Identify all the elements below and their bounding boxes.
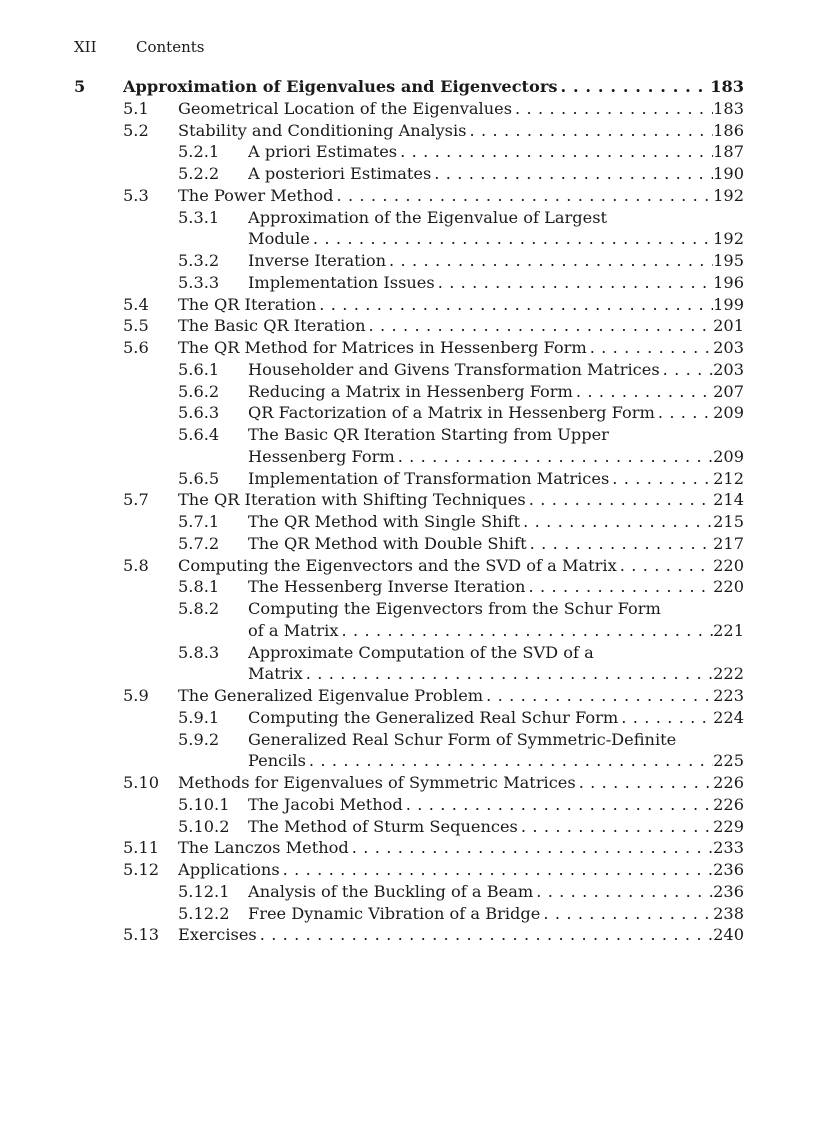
toc-entry[interactable] — [74, 816, 744, 838]
toc-entry-title: Generalized Real Schur Form of Symmetric-Definite — [248, 729, 677, 749]
toc-entry-number: 5.2 — [123, 120, 149, 140]
toc-entry-page: 192 — [713, 185, 744, 205]
toc-entry-page: 226 — [713, 773, 744, 792]
toc-entry-number: 5.7.2 — [178, 533, 220, 553]
toc-entry[interactable] — [74, 794, 744, 816]
toc-entry-line — [178, 315, 744, 337]
toc-entry-page: 215 — [713, 512, 744, 531]
header-page-number: XII — [74, 38, 97, 56]
toc-entry-title: The QR Method for Matrices in Hessenberg Form — [178, 338, 587, 357]
toc-entry[interactable] — [74, 424, 744, 446]
toc-entry-page: 217 — [713, 533, 744, 553]
toc-entry-line — [248, 816, 744, 838]
toc-entry-page: 236 — [713, 881, 744, 901]
toc-entry-title: The QR Iteration — [178, 294, 317, 314]
toc-entry-continuation[interactable] — [74, 228, 744, 250]
toc-entry-line — [178, 185, 744, 207]
toc-entry-page: 201 — [713, 316, 744, 336]
toc-entry-page: 229 — [713, 816, 744, 836]
toc-entry-page: 187 — [713, 142, 744, 162]
toc-entry-number: 5.12.1 — [178, 881, 230, 901]
toc-entry-line — [248, 642, 744, 664]
toc-entry-number: 5.10.1 — [178, 794, 230, 814]
toc-entry-page: 199 — [713, 294, 744, 314]
dot-leader — [526, 576, 714, 598]
toc-entry-line — [178, 337, 744, 359]
toc-entry-number: 5.8.3 — [178, 642, 220, 662]
toc-entry-line — [248, 576, 744, 598]
toc-entry-title: Approximation of Eigenvalues and Eigenvectors — [123, 77, 558, 96]
toc-entry-line — [178, 837, 744, 859]
toc-entry-line — [248, 620, 744, 642]
toc-entry-page: 223 — [713, 686, 744, 705]
toc-entry[interactable] — [74, 315, 744, 337]
toc-entry-title: Computing the Eigenvectors from the Schur Form — [248, 599, 661, 618]
toc-entry-title: Reducing a Matrix in Hessenberg Form — [248, 381, 573, 401]
toc-entry[interactable] — [74, 294, 744, 316]
toc-entry-page: 214 — [713, 490, 744, 510]
toc-entry-line — [178, 859, 744, 881]
toc-entry-line — [248, 381, 744, 403]
toc-entry-line — [248, 207, 744, 229]
toc-entry-line — [178, 294, 744, 316]
toc-entry-line — [248, 707, 744, 729]
toc-entry-title: A posteriori Estimates — [248, 164, 432, 183]
dot-leader — [576, 772, 713, 794]
toc-entry-title: Geometrical Location of the Eigenvalues — [178, 98, 513, 118]
toc-entry[interactable] — [74, 359, 744, 381]
toc-entry-number: 5.7.1 — [178, 512, 220, 531]
toc-entry-title: The Basic QR Iteration — [178, 316, 366, 336]
toc-entry-title: Approximate Computation of the SVD of a — [248, 642, 594, 662]
toc-entry[interactable] — [74, 598, 744, 620]
dot-leader — [316, 294, 713, 316]
toc-entry-title: The Basic QR Iteration Starting from Upper — [248, 425, 609, 444]
dot-leader — [526, 489, 713, 511]
toc-entry[interactable] — [74, 859, 744, 881]
toc-entry-line — [248, 794, 744, 816]
toc-entry-title-continued: of a Matrix — [248, 620, 339, 640]
toc-entry-title: Inverse Iteration — [248, 251, 387, 270]
toc-entry-number: 5.8.1 — [178, 577, 220, 597]
toc-entry[interactable] — [74, 772, 744, 794]
toc-entry-number: 5.12.2 — [178, 903, 230, 923]
toc-entry-line — [178, 120, 744, 142]
toc-entry-line — [248, 272, 744, 294]
toc-entry-page: 240 — [713, 925, 744, 945]
toc-entry-continuation[interactable] — [74, 446, 744, 468]
dot-leader — [397, 141, 713, 163]
toc-entry[interactable] — [74, 337, 744, 359]
toc-entry-title: The Generalized Eigenvalue Problem — [178, 686, 484, 705]
toc-entry-title: Free Dynamic Vibration of a Bridge — [248, 903, 541, 923]
toc-entry-title: Applications — [178, 860, 280, 879]
toc-entry-title: A priori Estimates — [248, 142, 398, 162]
toc-entry[interactable] — [74, 511, 744, 533]
toc-entry-line — [248, 141, 744, 163]
toc-entry-number: 5.6.3 — [178, 403, 220, 423]
dot-leader — [483, 685, 713, 707]
toc-entry-page: 209 — [713, 403, 744, 423]
toc-entry-number: 5.8 — [123, 555, 149, 575]
toc-entry-number: 5.2.1 — [178, 142, 220, 162]
toc-entry-line — [248, 250, 744, 272]
toc-entry[interactable] — [74, 468, 744, 490]
dot-leader — [609, 468, 713, 490]
toc-entry-title: QR Factorization of a Matrix in Hessenberg Form — [248, 403, 655, 423]
toc-entry-number: 5.5 — [123, 316, 149, 336]
toc-entry-title: Methods for Eigenvalues of Symmetric Matrices — [178, 773, 576, 792]
dot-leader — [395, 446, 713, 468]
toc-entry[interactable] — [74, 837, 744, 859]
toc-entry-page: 186 — [713, 120, 744, 140]
toc-entry-page: 220 — [713, 555, 744, 575]
toc-entry-page: 233 — [713, 838, 744, 858]
running-header — [74, 38, 204, 56]
toc-entry-title: Implementation Issues — [248, 272, 435, 292]
dot-leader — [520, 511, 713, 533]
toc-entry[interactable] — [74, 533, 744, 555]
toc-entry-page: 220 — [713, 577, 744, 597]
toc-entry-title: The Jacobi Method — [248, 794, 403, 814]
toc-entry-title: The Power Method — [178, 185, 334, 205]
toc-entry-title: Computing the Eigenvectors and the SVD of a Matrix — [178, 555, 617, 575]
toc-entry[interactable] — [74, 903, 744, 925]
toc-entry-page: 236 — [713, 860, 744, 879]
toc-entry-number: 5.9.1 — [178, 707, 220, 727]
toc-entry-title: Approximation of the Eigenvalue of Largest — [248, 207, 608, 227]
toc-entry-page: 192 — [713, 229, 744, 249]
toc-entry-number: 5.6.5 — [178, 468, 220, 488]
dot-leader — [338, 620, 713, 642]
table-of-contents — [74, 76, 744, 946]
toc-entry-number: 5.1 — [123, 98, 149, 118]
toc-entry[interactable] — [74, 207, 744, 229]
toc-entry-line — [248, 228, 744, 250]
toc-entry-continuation[interactable] — [74, 620, 744, 642]
toc-entry-title-continued: Hessenberg Form — [248, 446, 395, 466]
toc-entry-number: 5.6.2 — [178, 381, 220, 401]
toc-entry-title-continued: Matrix — [248, 664, 303, 684]
toc-entry-page: 224 — [713, 707, 744, 727]
toc-entry-title-continued: Pencils — [248, 751, 306, 771]
toc-entry-continuation[interactable] — [74, 663, 744, 685]
toc-entry-number: 5.10.2 — [178, 816, 230, 836]
toc-entry-number: 5.2.2 — [178, 164, 220, 183]
toc-entry-page: 222 — [713, 664, 744, 684]
toc-entry-title: Computing the Generalized Real Schur Form — [248, 707, 619, 727]
toc-entry-line — [248, 881, 744, 903]
dot-leader — [303, 663, 713, 685]
toc-entry-line — [248, 729, 744, 751]
dot-leader — [366, 315, 714, 337]
dot-leader — [512, 98, 713, 120]
toc-entry-line — [248, 359, 744, 381]
dot-leader — [349, 837, 713, 859]
toc-entry-number: 5.13 — [123, 925, 160, 945]
toc-entry-line — [178, 685, 744, 707]
toc-entry[interactable] — [74, 141, 744, 163]
toc-entry-title: The Lanczos Method — [178, 838, 349, 858]
toc-entry[interactable] — [74, 272, 744, 294]
toc-entry[interactable] — [74, 250, 744, 272]
toc-entry-title: The QR Iteration with Shifting Techniques — [178, 490, 526, 510]
toc-entry-number: 5.8.2 — [178, 599, 220, 618]
dot-leader — [618, 707, 713, 729]
toc-entry[interactable] — [74, 555, 744, 577]
toc-entry[interactable] — [74, 685, 744, 707]
toc-entry-page: 196 — [713, 272, 744, 292]
toc-entry-line — [248, 533, 744, 555]
dot-leader — [527, 533, 713, 555]
toc-entry-line — [123, 76, 744, 98]
toc-entry-number: 5.7 — [123, 490, 149, 510]
dot-leader — [660, 359, 713, 381]
toc-entry-title: Stability and Conditioning Analysis — [178, 120, 467, 140]
toc-entry[interactable] — [74, 489, 744, 511]
toc-entry-number: 5.4 — [123, 294, 149, 314]
toc-entry-number: 5.9 — [123, 686, 149, 705]
toc-entry-title: The Method of Sturm Sequences — [248, 816, 518, 836]
toc-entry[interactable] — [74, 924, 744, 946]
toc-entry-number: 5.11 — [123, 838, 160, 858]
toc-entry-page: 183 — [710, 77, 744, 96]
dot-leader — [403, 794, 713, 816]
toc-entry-title: The Hessenberg Inverse Iteration — [248, 577, 526, 597]
toc-entry-number: 5.3.3 — [178, 272, 220, 292]
toc-entry-page: 203 — [713, 359, 744, 379]
toc-entry-number: 5.12 — [123, 860, 160, 879]
toc-entry-line — [178, 924, 744, 946]
toc-entry-title: The QR Method with Double Shift — [248, 533, 527, 553]
toc-entry-page: 190 — [713, 164, 744, 183]
toc-entry[interactable] — [74, 707, 744, 729]
toc-entry-page: 225 — [713, 751, 744, 771]
toc-entry[interactable] — [74, 381, 744, 403]
toc-entry-title: The QR Method with Single Shift — [248, 512, 521, 531]
toc-entry-line — [178, 555, 744, 577]
toc-entry-page: 221 — [713, 620, 744, 640]
toc-entry-page: 203 — [713, 338, 744, 357]
toc-entry-line — [248, 903, 744, 925]
toc-entry-number: 5.3.1 — [178, 207, 220, 227]
dot-leader — [587, 337, 713, 359]
toc-entry-number: 5.6.1 — [178, 359, 220, 379]
toc-entry-line — [178, 98, 744, 120]
dot-leader — [306, 750, 713, 772]
toc-entry-title: Exercises — [178, 925, 257, 945]
dot-leader — [386, 250, 713, 272]
toc-entry-page: 195 — [713, 251, 744, 270]
toc-entry-page: 226 — [713, 794, 744, 814]
toc-entry-page: 238 — [713, 903, 744, 923]
toc-entry[interactable] — [74, 729, 744, 751]
dot-leader — [573, 381, 713, 403]
toc-entry-number: 5.6 — [123, 338, 149, 357]
dot-leader — [431, 163, 713, 185]
dot-leader — [310, 228, 713, 250]
toc-entry[interactable] — [74, 185, 744, 207]
toc-entry-page: 209 — [713, 446, 744, 466]
toc-entry-line — [248, 446, 744, 468]
toc-entry-continuation[interactable] — [74, 750, 744, 772]
toc-entry-line — [178, 489, 744, 511]
toc-entry[interactable] — [74, 576, 744, 598]
toc-entry[interactable] — [74, 120, 744, 142]
dot-leader — [466, 120, 713, 142]
toc-entry-line — [248, 402, 744, 424]
dot-leader — [617, 555, 713, 577]
toc-entry-number: 5 — [74, 77, 86, 96]
toc-entry-line — [248, 468, 744, 490]
toc-entry-line — [178, 772, 744, 794]
dot-leader — [557, 76, 710, 98]
dot-leader — [257, 924, 713, 946]
toc-entry[interactable] — [74, 76, 744, 98]
dot-leader — [540, 903, 713, 925]
toc-entry-line — [248, 163, 744, 185]
toc-entry-page: 212 — [713, 468, 744, 488]
header-running-title: Contents — [136, 38, 205, 56]
toc-entry-number: 5.9.2 — [178, 729, 220, 749]
toc-entry-number: 5.3.2 — [178, 251, 220, 270]
toc-entry-line — [248, 663, 744, 685]
toc-entry-page: 207 — [713, 381, 744, 401]
dot-leader — [518, 816, 713, 838]
toc-entry[interactable] — [74, 881, 744, 903]
toc-entry-page: 183 — [713, 98, 744, 118]
dot-leader — [655, 402, 713, 424]
toc-entry-number: 5.3 — [123, 185, 149, 205]
dot-leader — [533, 881, 713, 903]
toc-entry-title: Implementation of Transformation Matrices — [248, 468, 610, 488]
toc-entry[interactable] — [74, 98, 744, 120]
toc-entry-line — [248, 511, 744, 533]
toc-entry-title: Householder and Givens Transformation Matrices — [248, 359, 660, 379]
toc-entry-title: Analysis of the Buckling of a Beam — [248, 881, 534, 901]
dot-leader — [333, 185, 713, 207]
dot-leader — [435, 272, 713, 294]
toc-entry[interactable] — [74, 402, 744, 424]
toc-entry-title-continued: Module — [248, 229, 310, 249]
toc-entry-line — [248, 750, 744, 772]
toc-entry[interactable] — [74, 163, 744, 185]
dot-leader — [280, 859, 713, 881]
toc-entry-number: 5.6.4 — [178, 425, 220, 444]
toc-entry-line — [248, 598, 744, 620]
toc-entry-number: 5.10 — [123, 773, 160, 792]
toc-entry[interactable] — [74, 642, 744, 664]
toc-entry-line — [248, 424, 744, 446]
